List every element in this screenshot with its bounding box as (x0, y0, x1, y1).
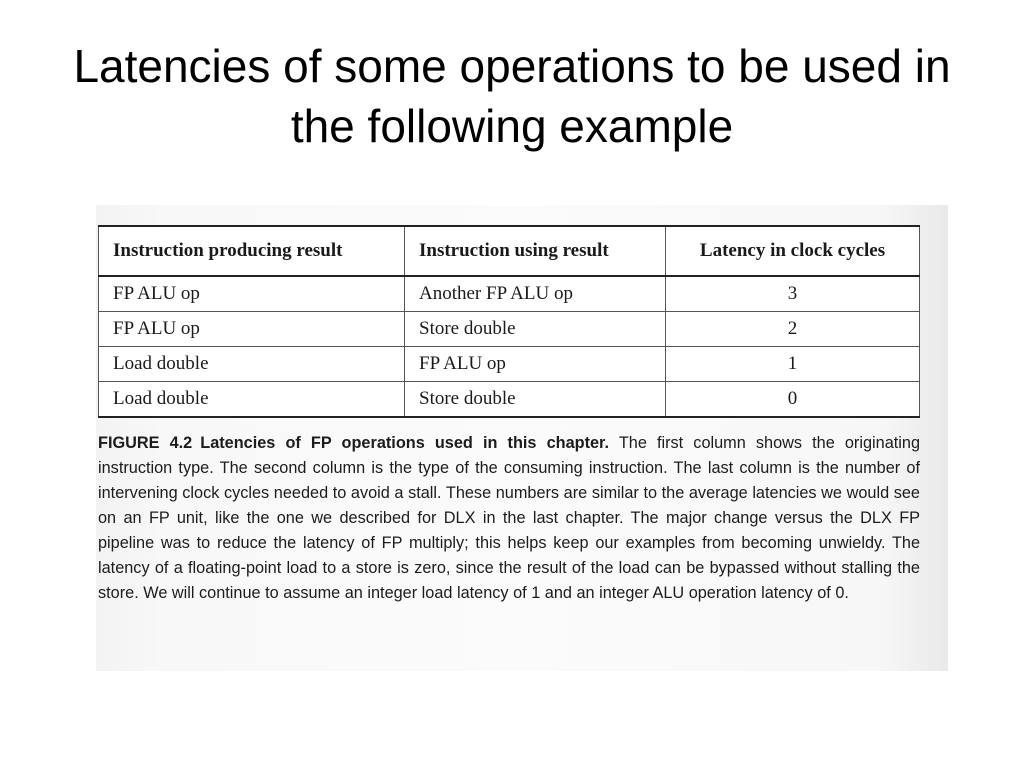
using-cell: Another FP ALU op (405, 276, 666, 312)
table-header-row (99, 226, 920, 276)
table-row (99, 312, 920, 347)
using-cell: Store double (405, 312, 666, 347)
producing-cell: FP ALU op (99, 276, 405, 312)
using-cell: Store double (405, 382, 666, 418)
latency-cell: 3 (666, 276, 920, 312)
figure-label: FIGURE 4.2 (98, 434, 193, 452)
column-header-latency: Latency in clock cycles (666, 226, 920, 276)
figure-caption-body: The first column shows the originating instruction type. The second column is the type of the consuming instruction. The last column is the number of intervening clock cycles needed to avoid a stall. These numbers are similar to the average latencies we would see on an FP unit, like the one we described for DLX in the last chapter. The major change versus the DLX FP pipeline was to reduce the latency of FP multiply; this helps keep our examples from becoming unwieldy. The latency of a floating-point load to a store is zero, since the result of the load can be bypassed without stalling the store. We will continue to assume an integer load latency of 1 and an integer ALU operation latency of 0. (98, 434, 920, 602)
column-header-using: Instruction using result (405, 226, 666, 276)
table-row (99, 382, 920, 418)
latency-cell: 2 (666, 312, 920, 347)
producing-cell: FP ALU op (99, 312, 405, 347)
figure-caption (98, 431, 920, 606)
latency-table (98, 225, 920, 418)
latency-cell: 0 (666, 382, 920, 418)
scanned-figure (96, 205, 948, 671)
figure-caption-title: Latencies of FP operations used in this chapter. (200, 434, 610, 452)
using-cell: FP ALU op (405, 347, 666, 382)
producing-cell: Load double (99, 347, 405, 382)
table-row (99, 347, 920, 382)
table-row (99, 276, 920, 312)
column-header-producing: Instruction producing result (99, 226, 405, 276)
slide-title: Latencies of some operations to be used in the following example (73, 40, 951, 152)
producing-cell: Load double (99, 382, 405, 418)
latency-cell: 1 (666, 347, 920, 382)
